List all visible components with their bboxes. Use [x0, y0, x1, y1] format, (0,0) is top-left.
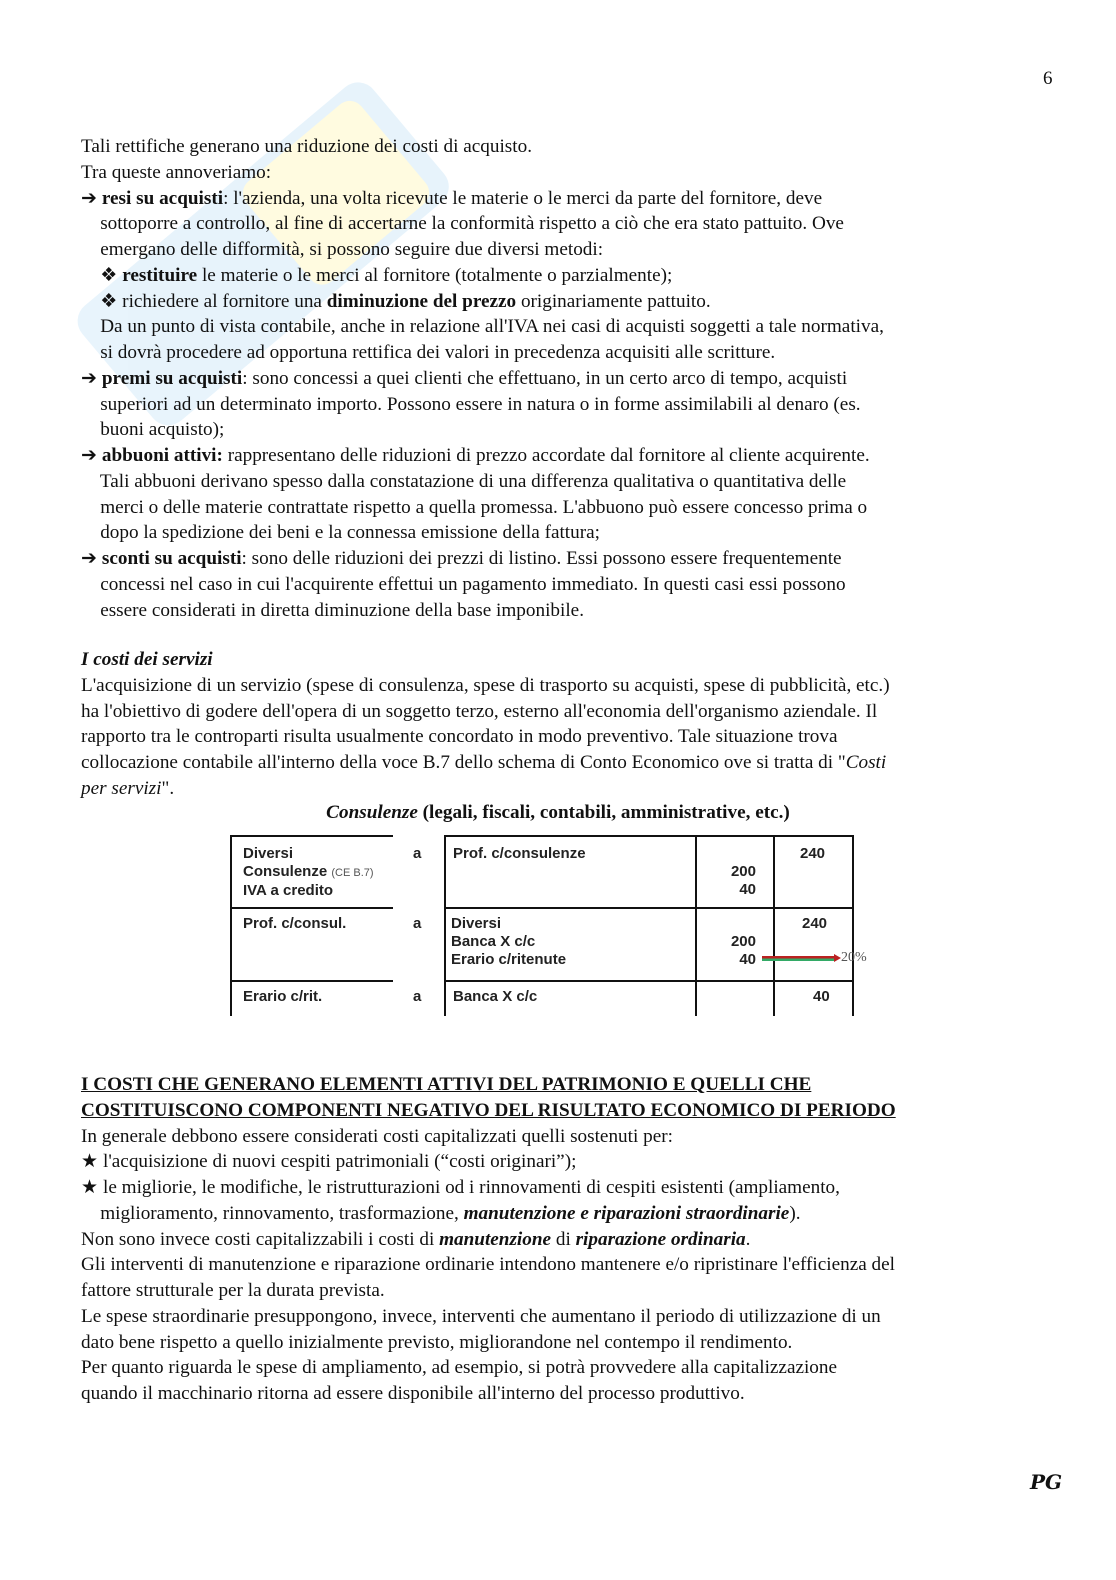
text-line [81, 1330, 1041, 1356]
text-span: : sono concessi a quei clienti che effettuano, in un certo arco di tempo, acquisti [242, 367, 848, 389]
emphasis-text: COSTITUISCONO COMPONENTI NEGATIVO DEL RISULTATO ECONOMICO DI PERIODO [81, 1099, 896, 1121]
text-span: Per quanto riguarda le spese di ampliamento, ad esempio, si potrà provvedere alla capitalizzazione [81, 1357, 838, 1379]
text-span: si dovrà procedere ad opportuna rettifica dei valori in precedenza acquisiti alle scritture. [81, 342, 776, 363]
credit-account: Prof. c/consulenze [453, 845, 586, 862]
table-caption [0, 802, 1116, 824]
amount: 40 [739, 881, 756, 898]
debit-account: Diversi [243, 845, 294, 862]
purchase-adjustments-section [81, 134, 1041, 623]
text-line [81, 750, 1041, 776]
capitalized-costs-section [81, 1072, 1041, 1407]
text-span: ➔ [81, 445, 102, 466]
journal-entries-table [230, 835, 867, 1016]
text-span: quando il macchinario ritorna ad essere disponibile all'interno del processo produttivo. [81, 1383, 745, 1404]
entry-separator: a [413, 988, 422, 1005]
emphasis-text: manutenzione e riparazioni straordinarie [463, 1202, 790, 1224]
text-span: sottoporre a controllo, al fine di accertarne la conformità rispetto a ciò che era stato pattuito. Ove [81, 213, 844, 235]
text-line [81, 1278, 1041, 1304]
total-amount: 240 [800, 845, 826, 862]
service-costs-section [81, 647, 1041, 802]
arrow-icon [762, 956, 836, 961]
text-span: rappresentano delle riduzioni di prezzo accordate dal fornitore al cliente acquirente. [222, 445, 870, 466]
text-line [81, 417, 1041, 443]
total-amount: 40 [813, 988, 830, 1005]
text-line [81, 598, 1041, 624]
debit-account: Erario c/rit. [243, 988, 323, 1005]
text-line [81, 314, 1041, 340]
text-line [81, 1381, 1041, 1407]
emphasis-text: sconti su acquisti [101, 548, 242, 569]
text-span: dopo la spedizione dei beni e la connessa emissione della fattura; [81, 522, 600, 544]
text-span: Le spese straordinarie presuppongono, invece, interventi che aumentano il periodo di utilizzazione di un [81, 1305, 881, 1327]
text-line [81, 443, 1041, 469]
text-span: Tali rettifiche generano una riduzione dei costi di acquisto. [81, 136, 532, 157]
text-span: ★ l'acquisizione di nuovi cespiti patrimoniali (“costi originari”); [81, 1151, 577, 1173]
text-span: ➔ [81, 187, 102, 209]
text-span: In generale debbono essere considerati costi capitalizzati quelli sostenuti per: [81, 1125, 673, 1147]
emphasis-text: abbuoni attivi: [101, 445, 223, 466]
text-span: ❖ [81, 264, 123, 286]
caption-rest: (legali, fiscali, contabili, amministrative, etc.) [417, 802, 790, 823]
text-span: ❖ richiedere al fornitore una [81, 290, 327, 312]
text-span: Gli interventi di manutenzione e riparazione ordinarie intendono mantenere e/o ripristinare l'efficienza del [81, 1254, 895, 1276]
text-span: collocazione contabile all'interno della voce B.7 dello schema di Conto Economico ove si tratta di " [81, 752, 846, 773]
text-line [81, 366, 1041, 392]
text-line [81, 1124, 1041, 1150]
emphasis-text: resi su acquisti [101, 187, 224, 209]
text-line [81, 1252, 1041, 1278]
withholding-rate: 20% [841, 950, 867, 965]
text-line [81, 520, 1041, 546]
text-span: merci o delle materie contrattate rispetto a quella promessa. L'abbuono può essere concesso prima o [81, 496, 868, 518]
text-line [81, 469, 1041, 495]
text-span: Non sono invece costi capitalizzabili i costi di [81, 1228, 440, 1250]
text-span: Tra queste annoveriamo: [81, 161, 272, 183]
emphasis-text: per servizi [81, 777, 162, 799]
arrow-head-icon [834, 954, 841, 962]
emphasis-text: premi su acquisti [101, 367, 243, 389]
text-line [81, 186, 1041, 212]
text-span: concessi nel caso in cui l'acquirente effettui un pagamento immediato. In questi casi essi possono [81, 573, 846, 595]
text-line [81, 673, 1041, 699]
text-span: dato bene rispetto a quello inizialmente previsto, migliorandone nel contempo il rendimento. [81, 1331, 793, 1353]
emphasis-text: manutenzione [439, 1228, 552, 1250]
text-line [81, 211, 1041, 237]
emphasis-text: diminuzione del prezzo [326, 290, 517, 312]
text-line [81, 776, 1041, 802]
text-line [81, 495, 1041, 521]
text-span: le materie o le merci al fornitore (totalmente o parzialmente); [197, 264, 673, 286]
account-note: (CE B.7) [331, 867, 374, 879]
text-span: ha l'obiettivo di godere dell'opera di un soggetto terzo, esterno all'economia dell'organismo aziendale. Il [81, 700, 878, 722]
text-span: : l'azienda, una volta ricevute le materie o le merci da parte del fornitore, deve [223, 187, 823, 209]
text-span: superiori ad un determinato importo. Possono essere in natura o in forme assimilabili al denaro (es. [81, 393, 861, 415]
debit-account: Prof. c/consul. [243, 915, 347, 932]
text-span: rapporto tra le controparti risulta usualmente concordato in modo preventivo. Tale situazione trova [81, 726, 838, 748]
text-span: . [745, 1228, 751, 1250]
text-line [81, 572, 1041, 598]
text-span: miglioramento, rinnovamento, trasformazione, [81, 1202, 464, 1224]
text-span: emergano delle difformità, si possono seguire due diversi metodi: [81, 239, 604, 260]
text-span: L'acquisizione di un servizio (spese di consulenza, spese di trasporto su acquisti, spese di pubblicità, etc.) [81, 674, 890, 696]
credit-account: Erario c/ritenute [451, 951, 567, 968]
text-span: ). [789, 1202, 801, 1224]
text-span: fattore strutturale per la durata prevista. [81, 1280, 385, 1301]
text-line [81, 546, 1041, 572]
credit-account: Banca X c/c [453, 988, 538, 1005]
text-line [81, 1304, 1041, 1330]
text-line [81, 699, 1041, 725]
text-line [81, 289, 1041, 315]
emphasis-text: I COSTI CHE GENERANO ELEMENTI ATTIVI DEL PATRIMONIO E QUELLI CHE [81, 1074, 812, 1095]
text-span: ★ le migliorie, le modifiche, le ristrutturazioni od i rinnovamenti di cespiti esistenti (ampliamento, [81, 1177, 840, 1198]
text-line [81, 724, 1041, 750]
amount: 200 [730, 863, 756, 880]
entry-separator: a [413, 845, 422, 862]
text-line [81, 1355, 1041, 1381]
text-line [81, 647, 1041, 673]
text-line [81, 263, 1041, 289]
text-span: buoni acquisto); [81, 419, 225, 441]
emphasis-text: restituire [122, 264, 198, 286]
text-line [81, 134, 1041, 160]
text-span: ➔ [81, 367, 102, 389]
text-span: di [551, 1228, 576, 1250]
credit-account: Diversi [451, 915, 502, 932]
footer-logo: PG [1030, 1470, 1063, 1494]
amount: 200 [730, 933, 756, 950]
total-amount: 240 [802, 915, 828, 932]
emphasis-text: Costi [845, 752, 887, 773]
text-span: : sono delle riduzioni dei prezzi di listino. Essi possono essere frequentemente [241, 548, 842, 569]
text-line [81, 1227, 1041, 1253]
text-span: ". [161, 777, 175, 799]
entry-separator: a [413, 915, 422, 932]
debit-account: Consulenze [243, 863, 328, 880]
text-span: Da un punto di vista contabile, anche in relazione all'IVA nei casi di acquisti soggetti a tale normativa, [81, 316, 884, 338]
text-line [81, 1149, 1041, 1175]
emphasis-text: I costi dei servizi [81, 649, 213, 670]
text-span: Tali abbuoni derivano spesso dalla constatazione di una differenza qualitativa o quantitativa delle [81, 470, 847, 492]
caption-italic: Consulenze [326, 802, 418, 823]
text-span: essere considerati in diretta diminuzione della base imponibile. [81, 599, 584, 621]
emphasis-text: riparazione ordinaria [575, 1228, 746, 1250]
text-line [81, 160, 1041, 186]
amount: 40 [739, 951, 756, 968]
text-line [81, 237, 1041, 263]
text-line [81, 340, 1041, 366]
credit-account: Banca X c/c [451, 933, 536, 950]
page-number: 6 [1043, 68, 1053, 89]
text-line [81, 1072, 1041, 1098]
text-line [81, 1098, 1041, 1124]
text-span: ➔ [81, 548, 102, 569]
text-line [81, 1175, 1041, 1201]
text-line [81, 392, 1041, 418]
text-line [81, 1201, 1041, 1227]
text-span: originariamente pattuito. [516, 290, 711, 312]
debit-account: IVA a credito [243, 882, 334, 899]
